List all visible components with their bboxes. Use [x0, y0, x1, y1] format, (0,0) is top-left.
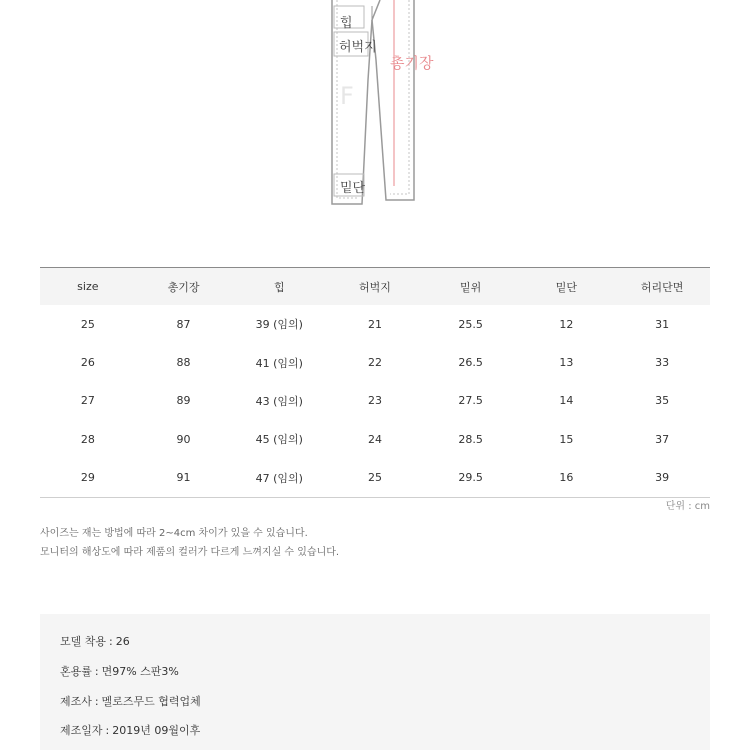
table-cell: 23 — [367, 394, 382, 408]
note-measurement: 사이즈는 재는 방법에 따라 2~4cm 차이가 있을 수 있습니다. — [40, 528, 308, 539]
header-hip: 힙 — [231, 268, 327, 306]
header-size: size — [40, 268, 136, 306]
table-cell: 25.5 — [458, 317, 483, 331]
svg-text:F: F — [340, 82, 354, 110]
table-cell: 87 — [176, 317, 191, 331]
hem-label: 밑단 — [340, 181, 366, 196]
total-length-label: 총기장 — [390, 54, 434, 72]
info-value: 면97% 스판3% — [101, 665, 179, 678]
table-cell: 37 — [655, 432, 670, 446]
table-cell: 47 (임의) — [231, 459, 327, 498]
table-cell: 41 (임의) — [255, 356, 303, 370]
table-cell: 39 — [614, 459, 710, 498]
table-row — [40, 382, 710, 420]
table-row — [40, 459, 710, 498]
table-cell: 15 — [559, 432, 574, 446]
table-cell: 28 — [80, 432, 95, 446]
table-header-row — [40, 268, 710, 306]
info-manufacturer: 제조사 : 멜로즈무드 협력업체 — [60, 695, 201, 708]
header-rise: 밑위 — [423, 268, 519, 306]
table-cell: 26.5 — [458, 356, 483, 370]
info-value: 2019년 09월이후 — [112, 724, 201, 737]
table-cell: 25 — [327, 459, 423, 498]
size-notes — [40, 524, 339, 562]
info-label: 제조사 — [60, 695, 92, 708]
info-label: 제조일자 — [60, 724, 103, 737]
table-cell: 35 — [655, 394, 670, 408]
pants-measurement-diagram — [0, 0, 750, 220]
table-cell: 89 — [176, 394, 191, 408]
table-cell: 24 — [367, 432, 382, 446]
table-cell: 45 (임의) — [255, 433, 303, 447]
table-cell: 31 — [655, 317, 670, 331]
header-waist-half: 허리단면 — [614, 268, 710, 306]
size-table — [40, 267, 710, 498]
info-label: 모델 착용 — [60, 635, 107, 648]
table-cell: 26 — [80, 356, 95, 370]
table-cell: 91 — [136, 459, 232, 498]
table-cell: 25 — [80, 317, 95, 331]
header-thigh: 허벅지 — [327, 268, 423, 306]
table-cell: 27 — [80, 394, 95, 408]
table-cell: 16 — [519, 459, 615, 498]
table-cell: 43 (임의) — [255, 394, 303, 408]
header-total-length: 총기장 — [136, 268, 232, 306]
table-cell: 28.5 — [458, 432, 483, 446]
note-monitor-color: 모니터의 해상도에 따라 제품의 컬러가 다르게 느껴지실 수 있습니다. — [40, 547, 340, 558]
table-cell: 14 — [559, 394, 574, 408]
info-value: 26 — [115, 635, 130, 648]
product-info-box — [40, 614, 710, 750]
table-cell: 88 — [176, 356, 191, 370]
unit-label: 단위 : cm — [665, 501, 710, 512]
info-model-size: 모델 착용 : 26 — [60, 635, 130, 648]
table-cell: 29.5 — [423, 459, 519, 498]
info-manufacture-date: 제조일자 : 2019년 09월이후 — [60, 724, 201, 737]
table-cell: 22 — [367, 356, 382, 370]
info-value: 멜로즈무드 협력업체 — [101, 695, 201, 708]
table-row — [40, 305, 710, 343]
table-cell: 29 — [40, 459, 136, 498]
table-cell: 90 — [176, 432, 191, 446]
header-hem: 밑단 — [519, 268, 615, 306]
table-cell: 12 — [559, 317, 574, 331]
table-cell: 13 — [559, 356, 574, 370]
table-cell: 33 — [655, 356, 670, 370]
thigh-label: 허벅지 — [339, 40, 377, 55]
hip-label: 힙 — [340, 16, 353, 31]
table-row — [40, 420, 710, 458]
info-label: 혼용률 — [60, 665, 92, 678]
table-cell: 39 (임의) — [255, 318, 303, 332]
pants-outline-illustration — [0, 0, 750, 220]
table-row — [40, 343, 710, 381]
table-cell: 27.5 — [458, 394, 483, 408]
info-fabric: 혼용률 : 면97% 스판3% — [60, 665, 179, 678]
table-cell: 21 — [367, 317, 382, 331]
